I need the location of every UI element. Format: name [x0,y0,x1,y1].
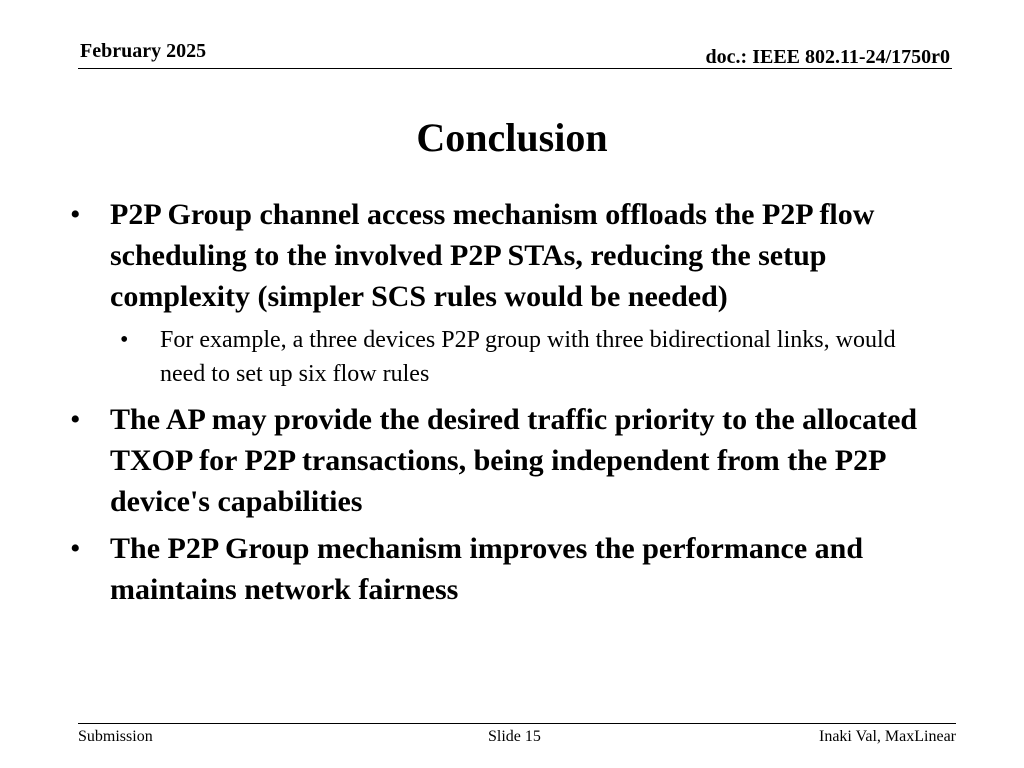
footer-slide-number: Slide 15 [488,728,541,745]
bullet-item [70,528,950,610]
header-divider [78,68,952,69]
bullet-item [70,399,950,522]
bullet-text: P2P Group channel access mechanism offloads the P2P flow scheduling to the involved P2P STAs, reducing the setup complexity (simpler SCS rules would be needed) [110,198,875,313]
sub-bullet-text: For example, a three devices P2P group with three bidirectional links, would need to set up six flow rules [160,327,896,387]
bullet-marker: • [70,198,81,231]
bullet-list [70,194,950,616]
bullet-marker: • [70,403,81,436]
bullet-text: The P2P Group mechanism improves the performance and maintains network fairness [110,532,864,606]
footer-author: Inaki Val, MaxLinear [819,728,956,745]
sub-bullet-marker: • [120,327,129,353]
footer-submission: Submission [78,728,153,745]
bullet-text: The AP may provide the desired traffic priority to the allocated TXOP for P2P transactions, being independent from the P2P device's capabilities [110,403,918,518]
sub-bullet-item [120,323,920,391]
bullet-item [70,194,950,317]
slide-title: Conclusion [416,115,608,160]
bullet-marker: • [70,532,81,565]
footer-divider [78,723,956,724]
header-date: February 2025 [80,40,207,62]
header-doc-id: doc.: IEEE 802.11-24/1750r0 [705,46,950,68]
